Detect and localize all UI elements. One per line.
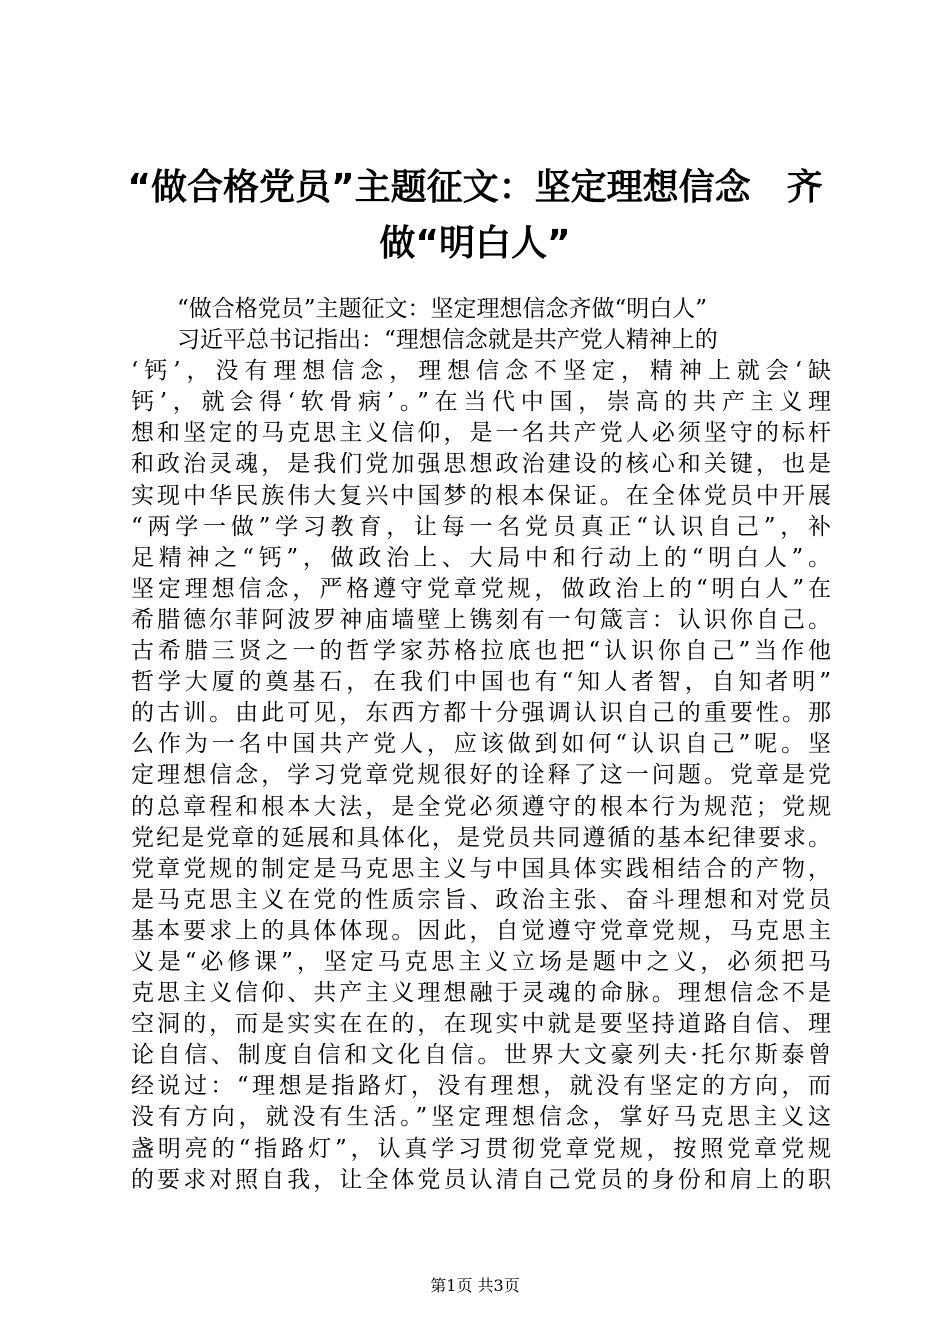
body-line: ‘钙’，没有理想信念，理想信念不坚定，精神上就会‘缺 bbox=[131, 358, 831, 385]
body-line: 没有方向，就没有生活。”坚定理想信念，掌好马克思主义这 bbox=[131, 1104, 831, 1131]
body-line: 古希腊三贤之一的哲学家苏格拉底也把“认识你自己”当作他 bbox=[131, 638, 831, 665]
body-line: 想和坚定的马克思主义信仰，是一名共产党人必须坚守的标杆 bbox=[131, 420, 831, 447]
body-line: 习近平总书记指出：“理想信念就是共产党人精神上的 bbox=[131, 327, 718, 354]
body-line: 和政治灵魂，是我们党加强思想政治建设的核心和关键，也是 bbox=[131, 451, 831, 478]
body-line: 希腊德尔菲阿波罗神庙墙壁上镌刻有一句箴言：认识你自己。 bbox=[131, 606, 831, 633]
body-line: 论自信、制度自信和文化自信。世界大文豪列夫·托尔斯泰曾 bbox=[131, 1042, 831, 1069]
body-line: 是马克思主义在党的性质宗旨、政治主张、奋斗理想和对党员 bbox=[131, 886, 831, 913]
body-line: 党纪是党章的延展和具体化，是党员共同遵循的基本纪律要求。 bbox=[131, 824, 831, 851]
body-line: 定理想信念，学习党章党规很好的诠释了这一问题。党章是党 bbox=[131, 762, 831, 789]
body-line: 实现中华民族伟大复兴中国梦的根本保证。在全体党员中开展 bbox=[131, 482, 831, 509]
body-line: 钙’，就会得‘软骨病’。”在当代中国，崇高的共产主义理 bbox=[131, 389, 831, 416]
body-line: 哲学大厦的奠基石，在我们中国也有“知人者智，自知者明” bbox=[131, 669, 831, 696]
title-line-2: 做“明白人” bbox=[379, 223, 571, 264]
document-title bbox=[120, 160, 830, 272]
body-line: 盏明亮的“指路灯”，认真学习贯彻党章党规，按照党章党规 bbox=[131, 1135, 831, 1162]
body-line: 坚定理想信念，严格遵守党章党规，做政治上的“明白人”在 bbox=[131, 575, 831, 602]
page-footer: 第1页 共3页 bbox=[430, 1276, 520, 1295]
body-line: 么作为一名中国共产党人，应该做到如何“认识自己”呢。坚 bbox=[131, 731, 831, 758]
body-line: “做合格党员”主题征文：坚定理想信念齐做“明白人” bbox=[131, 296, 708, 322]
body-line: 基本要求上的具体体现。因此，自觉遵守党章党规，马克思主 bbox=[131, 917, 831, 944]
body-line: “两学一做”学习教育，让每一名党员真正“认识自己”，补 bbox=[131, 513, 831, 540]
body-line: 党章党规的制定是马克思主义与中国具体实践相结合的产物， bbox=[131, 855, 831, 882]
body-line: 的要求对照自我，让全体党员认清自己党员的身份和肩上的职 bbox=[131, 1166, 831, 1193]
body-line: 义是“必修课”，坚定马克思主义立场是题中之义，必须把马 bbox=[131, 948, 831, 975]
body-line: 经说过：“理想是指路灯，没有理想，就没有坚定的方向，而 bbox=[131, 1073, 831, 1100]
document-body bbox=[131, 294, 831, 1196]
body-line: 足精神之“钙”，做政治上、大局中和行动上的“明白人”。 bbox=[131, 544, 831, 571]
body-line: 空洞的，而是实实在在的，在现实中就是要坚持道路自信、理 bbox=[131, 1011, 831, 1038]
body-line: 的古训。由此可见，东西方都十分强调认识自己的重要性。那 bbox=[131, 700, 831, 727]
body-line: 的总章程和根本大法，是全党必须遵守的根本行为规范；党规 bbox=[131, 793, 831, 820]
body-line: 克思主义信仰、共产主义理想融于灵魂的命脉。理想信念不是 bbox=[131, 980, 831, 1007]
title-line-1: “做合格党员”主题征文：坚定理想信念 齐 bbox=[127, 167, 823, 208]
